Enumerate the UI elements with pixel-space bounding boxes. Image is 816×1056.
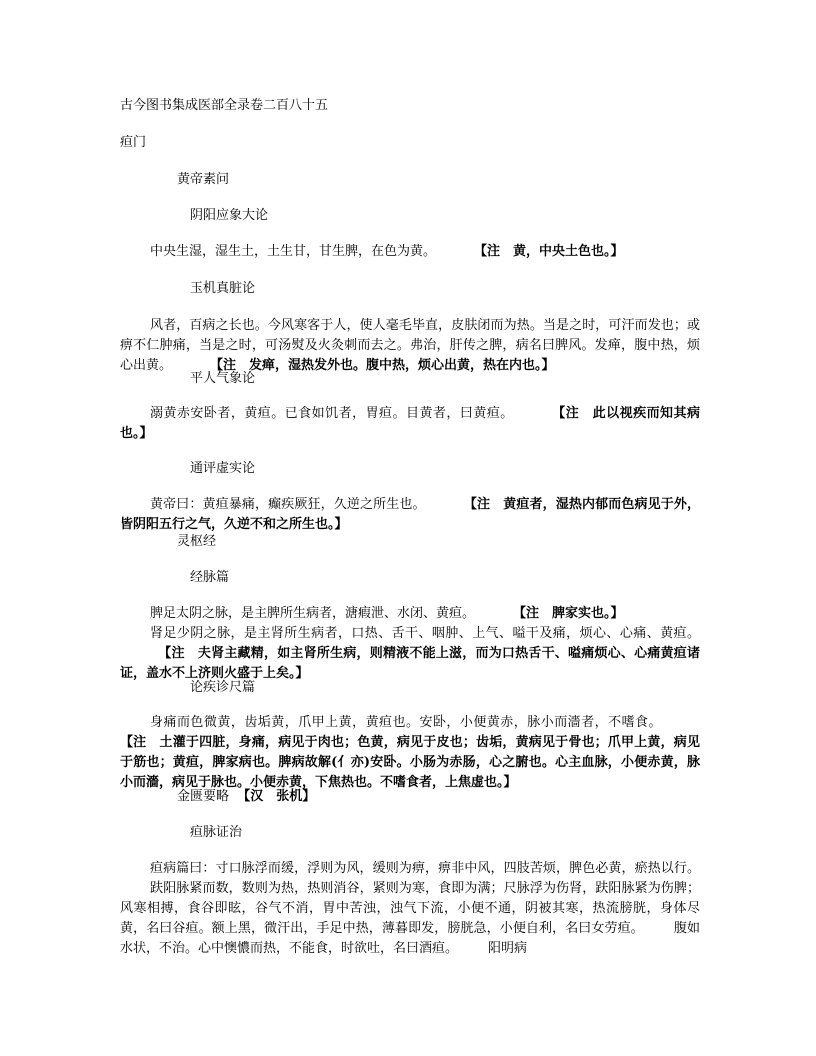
annotation: 【注 发瘅，湿热发外也。腹中热，烦心出黄，热在内也。】 xyxy=(210,358,555,373)
paragraph xyxy=(120,604,700,624)
chapter-title: 阴阳应象大论 xyxy=(190,208,269,223)
book-author: 【汉 张机】 xyxy=(237,789,316,804)
book-title: 黄帝素问 xyxy=(177,172,230,187)
annotation: 【注 脾家实也。】 xyxy=(513,606,624,621)
book-title xyxy=(177,787,315,807)
paragraph-text: 身痛而色微黄，齿垢黄，爪甲上黄，黄疸也。安卧，小便黄赤，脉小而濇者，不嗜食。 xyxy=(150,715,662,730)
paragraph-text: 阳明病 xyxy=(488,941,528,956)
paragraph xyxy=(120,495,700,535)
paragraph xyxy=(120,713,700,793)
paragraph-text: 肾足少阴之脉，是主肾所生病者，口热、舌干、咽肿、上气、嗌干及痛，烦心、心痛、黄疸。 xyxy=(150,626,700,641)
chapter-title: 论疾诊尺篇 xyxy=(190,680,256,695)
section-title: 疸门 xyxy=(120,135,147,150)
paragraph-text: 中央生湿，湿生土，土生甘，甘生脾，在色为黄。 xyxy=(150,244,437,259)
paragraph-text: 溺黄赤安卧者，黄疸。已食如饥者，胃疸。目黄者，曰黄疸。 xyxy=(150,406,514,421)
paragraph xyxy=(120,859,700,959)
paragraph-text: 趺阳脉紧而数，数则为热，热则消谷，紧则为寒，食即为满；尺脉浮为伤肾，趺阳脉紧为伤脾；风寒相搏，食谷即眩，谷气不消，胃中苦浊，浊气下流，小便不通，阴被其寒，热流膀胱，身体尽黄，名曰谷疸。额上黑，微汗出，手足中热，薄暮即发，膀胱急，小便自利，名曰女劳疸。 xyxy=(120,881,700,936)
paragraph-text: 黄帝曰：黄疸暴痛，癫疾厥狂，久逆之所生也。 xyxy=(150,497,426,512)
paragraph xyxy=(120,316,700,376)
chapter-title: 平人气象论 xyxy=(190,371,256,386)
paragraph-text: 脾足太阴之脉，是主脾所生病者，溏瘕泄、水闭、黄疸。 xyxy=(150,606,476,621)
chapter-title: 疸脉证治 xyxy=(190,825,243,840)
chapter-title: 玉机真脏论 xyxy=(190,281,256,296)
paragraph-text: 腹如水状，不治。心中懊憹而热，不能食，时欲吐，名曰酒疸。 xyxy=(120,921,700,956)
annotation: 【注 黄，中央土色也。】 xyxy=(474,244,624,259)
book-title: 灵枢经 xyxy=(177,534,217,549)
paragraph xyxy=(120,404,700,444)
book-title-text: 金匮要略 xyxy=(177,789,230,804)
annotation: 【注 夫肾主藏精，如主肾所生病，则精液不能上滋，而为口热舌干、嗌痛烦心、心痛黄疸诸证，盖水不上济则火盛于上矣。】 xyxy=(120,646,700,681)
annotation: 【注 此以视疾而知其病也。】 xyxy=(120,406,700,441)
annotation: 【注 土灌于四脏，身痛，病见于肉也；色黄，病见于皮也；齿垢，黄病见于骨也；爪甲上黄，病见于筋也；黄疸，脾家病也。脾病故解(亻亦)安卧。小肠为赤肠，心之腑也。心主血脉，小便赤黄，脉小而濇，病见于脉也。小便赤黄，下焦热也。不嗜食者，上焦虚也。】 xyxy=(120,735,700,790)
paragraph xyxy=(120,624,700,684)
page-header: 古今图书集成医部全录卷二百八十五 xyxy=(120,98,329,113)
paragraph xyxy=(150,242,624,262)
chapter-title: 通评虚实论 xyxy=(190,461,256,476)
annotation: 【注 黄疸者，湿热内郁而色病见于外，皆阴阳五行之气，久逆不和之所生也。】 xyxy=(120,497,700,532)
paragraph-text: 疸病篇曰：寸口脉浮而缓，浮则为风，缓则为痹，痹非中风，四肢苦烦，脾色必黄，瘀热以行。 xyxy=(150,861,700,876)
paragraph-text: 风者，百病之长也。今风寒客于人，使人毫毛毕直，皮肤闭而为热。当是之时，可汗而发也；或痹不仁肿痛，当是之时，可汤熨及火灸刺而去之。弗治，肝传之脾，病名曰脾风。发瘅，腹中热，烦心出黄。 xyxy=(120,318,700,373)
chapter-title: 经脉篇 xyxy=(190,570,230,585)
